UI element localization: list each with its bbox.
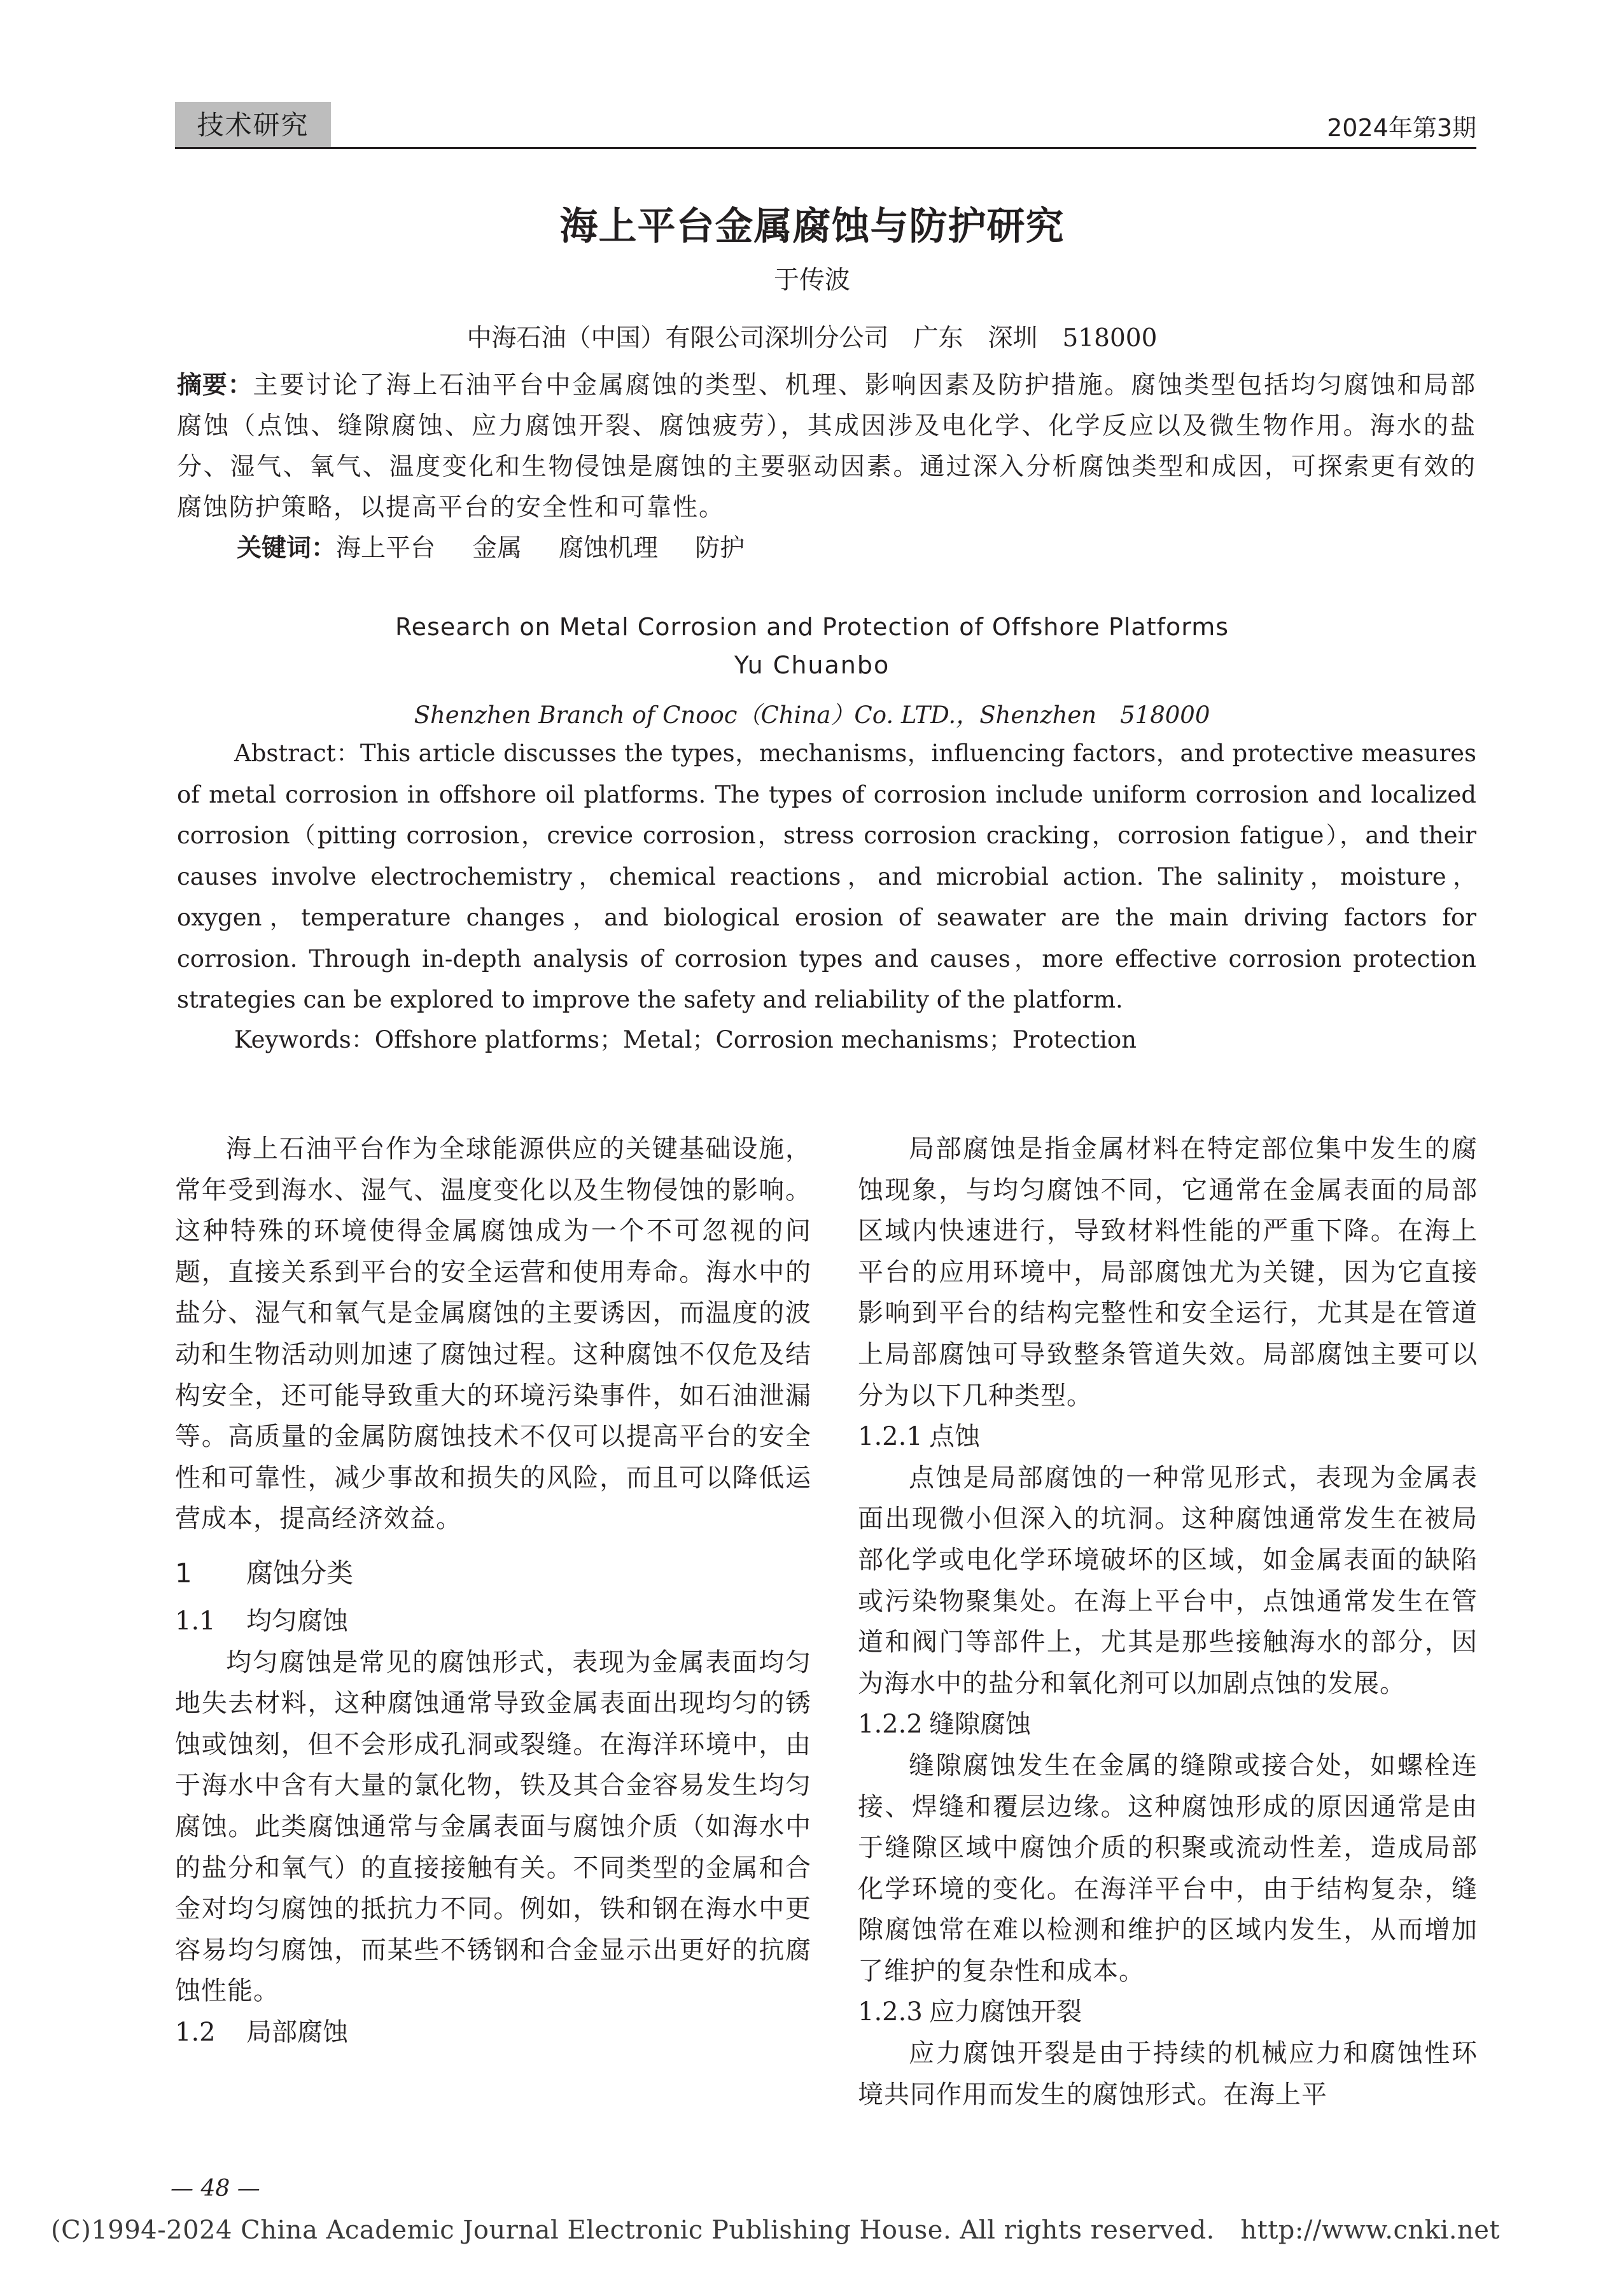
header-rule: [175, 147, 1476, 149]
keywords-en-text: Offshore platforms；Metal；Corrosion mechanisms；Protection: [374, 1026, 1137, 1053]
abstract-zh: [177, 365, 1476, 528]
subsection-number: 1.2: [175, 2017, 216, 2047]
intro-paragraph: 海上石油平台作为全球能源供应的关键基础设施，常年受到海水、湿气、温度变化以及生物侵蚀的影响。这种特殊的环境使得金属腐蚀成为一个不可忽视的问题，直接关系到平台的安全运营和使用寿命。海水中的盐分、湿气和氧气是金属腐蚀的主要诱因，而温度的波动和生物活动则加速了腐蚀过程。这种腐蚀不仅危及结构安全，还可能导致重大的环境污染事件，如石油泄漏等。高质量的金属防腐蚀技术不仅可以提高平台的安全性和可靠性，减少事故和损失的风险，而且可以降低运营成本，提高经济效益。: [175, 1134, 811, 1534]
keywords-zh: [237, 528, 745, 569]
subsection-number: 1.2.2: [858, 1710, 923, 1740]
keyword: 腐蚀机理: [559, 534, 659, 563]
section-number: 1: [175, 1557, 192, 1589]
paper-title: 海上平台金属腐蚀与防护研究: [559, 204, 1065, 249]
subsection-number: 1.2.3: [858, 1997, 923, 2027]
subsection-title: 缝隙腐蚀: [929, 1710, 1031, 1740]
subsection-title: 应力腐蚀开裂: [929, 1997, 1082, 2027]
copyright-notice: (C)1994-2024 China Academic Journal Electronic Publishing House. All rights reserved. http://www.cnki.net: [51, 2216, 1500, 2245]
subsection-heading-1-2-3: [858, 1992, 1478, 2033]
author: 于传波: [774, 265, 850, 295]
paragraph-stress-corrosion: 应力腐蚀开裂是由于持续的机械应力和腐蚀性环境共同作用而发生的腐蚀形式。在海上平: [858, 2039, 1478, 2109]
english-author: Yu Chuanbo: [734, 651, 890, 679]
issue-label: 2024年第3期: [1327, 114, 1476, 142]
keywords-en-label: Keywords：: [234, 1026, 375, 1053]
subsection-heading-1-2-2: [858, 1704, 1478, 1745]
paragraph-localized-corrosion: 局部腐蚀是指金属材料在特定部位集中发生的腐蚀现象，与均匀腐蚀不同，它通常在金属表面的局部区域内快速进行，导致材料性能的严重下降。在海上平台的应用环境中，局部腐蚀尤为关键，因为它直接影响到平台的结构完整性和安全运行，尤其是在管道上局部腐蚀可导致整条管道失效。局部腐蚀主要可以分为以下几种类型。: [858, 1134, 1478, 1410]
keywords-zh-label: 关键词：: [237, 534, 337, 563]
subsection-heading-1-1: [175, 1601, 811, 1642]
body-column-left: [175, 1128, 811, 2053]
affiliation: 中海石油（中国）有限公司深圳分公司 广东 深圳 518000: [466, 324, 1158, 353]
paragraph-pitting: 点蚀是局部腐蚀的一种常见形式，表现为金属表面出现微小但深入的坑洞。这种腐蚀通常发生在被局部化学或电化学环境破坏的区域，如金属表面的缺陷或污染物聚集处。在海上平台中，点蚀通常发生在管道和阀门等部件上，尤其是那些接触海水的部分，因为海水中的盐分和氧化剂可以加剧点蚀的发展。: [858, 1463, 1478, 1698]
section-heading-1: [175, 1554, 811, 1593]
subsection-number: 1.1: [175, 1606, 216, 1636]
section-tag: 技术研究: [175, 102, 331, 149]
subsection-title: 局部腐蚀: [246, 2017, 348, 2047]
subsection-title: 点蚀: [929, 1422, 980, 1452]
subsection-heading-1-2-1: [858, 1416, 1478, 1458]
english-title: Research on Metal Corrosion and Protection of Offshore Platforms: [395, 613, 1229, 641]
abstract-en-text: This article discusses the types，mechanisms，influencing factors，and protective measures of metal corrosion in offshore oil platforms. The types of corrosion include uniform corrosion and localized corrosion（pitting corrosion，crevice corrosion，stress corrosion cracking，corrosion fatigue），and their causes involve electrochemistry，chemical reactions，and microbial action. The salinity，moisture，oxygen，temperature changes，and biological erosion of seawater are the main driving factors for corrosion. Through in-depth analysis of corrosion types and causes，more effective corrosion protection strategies can be explored to improve the safety and reliability of the platform.: [177, 740, 1476, 1013]
subsection-title: 均匀腐蚀: [246, 1606, 348, 1636]
keyword: 防护: [695, 534, 745, 563]
section-title: 腐蚀分类: [246, 1557, 354, 1589]
paragraph-crevice: 缝隙腐蚀发生在金属的缝隙或接合处，如螺栓连接、焊缝和覆层边缘。这种腐蚀形成的原因通常是由于缝隙区域中腐蚀介质的积聚或流动性差，造成局部化学环境的变化。在海洋平台中，由于结构复杂，缝隙腐蚀常在难以检测和维护的区域内发生，从而增加了维护的复杂性和成本。: [858, 1750, 1478, 1986]
keywords-en: [234, 1020, 1137, 1055]
abstract-zh-label: 摘要：: [177, 371, 253, 400]
abstract-zh-text: 主要讨论了海上石油平台中金属腐蚀的类型、机理、影响因素及防护措施。腐蚀类型包括均匀腐蚀和局部腐蚀（点蚀、缝隙腐蚀、应力腐蚀开裂、腐蚀疲劳），其成因涉及电化学、化学反应以及微生物作用。海水的盐分、湿气、氧气、温度变化和生物侵蚀是腐蚀的主要驱动因素。通过深入分析腐蚀类型和成因，可探索更有效的腐蚀防护策略，以提高平台的安全性和可靠性。: [177, 371, 1476, 522]
body-column-right: [858, 1128, 1478, 2115]
paragraph-uniform-corrosion: 均匀腐蚀是常见的腐蚀形式，表现为金属表面均匀地失去材料，这种腐蚀通常导致金属表面出现均匀的锈蚀或蚀刻，但不会形成孔洞或裂缝。在海洋环境中，由于海水中含有大量的氯化物，铁及其合金容易发生均匀腐蚀。此类腐蚀通常与金属表面与腐蚀介质（如海水中的盐分和氧气）的直接接触有关。不同类型的金属和合金对均匀腐蚀的抵抗力不同。例如，铁和钢在海水中更容易均匀腐蚀，而某些不锈钢和合金显示出更好的抗腐蚀性能。: [175, 1647, 811, 2006]
english-affiliation: Shenzhen Branch of Cnooc（China）Co. LTD.，Shenzhen 518000: [414, 701, 1210, 729]
keyword: 海上平台: [336, 534, 436, 563]
abstract-en: [177, 733, 1476, 1021]
keyword: 金属: [472, 534, 522, 563]
subsection-heading-1-2: [175, 2012, 811, 2053]
abstract-en-label: Abstract：: [234, 740, 360, 767]
page-number: — 48 —: [171, 2176, 260, 2202]
subsection-number: 1.2.1: [858, 1422, 923, 1452]
